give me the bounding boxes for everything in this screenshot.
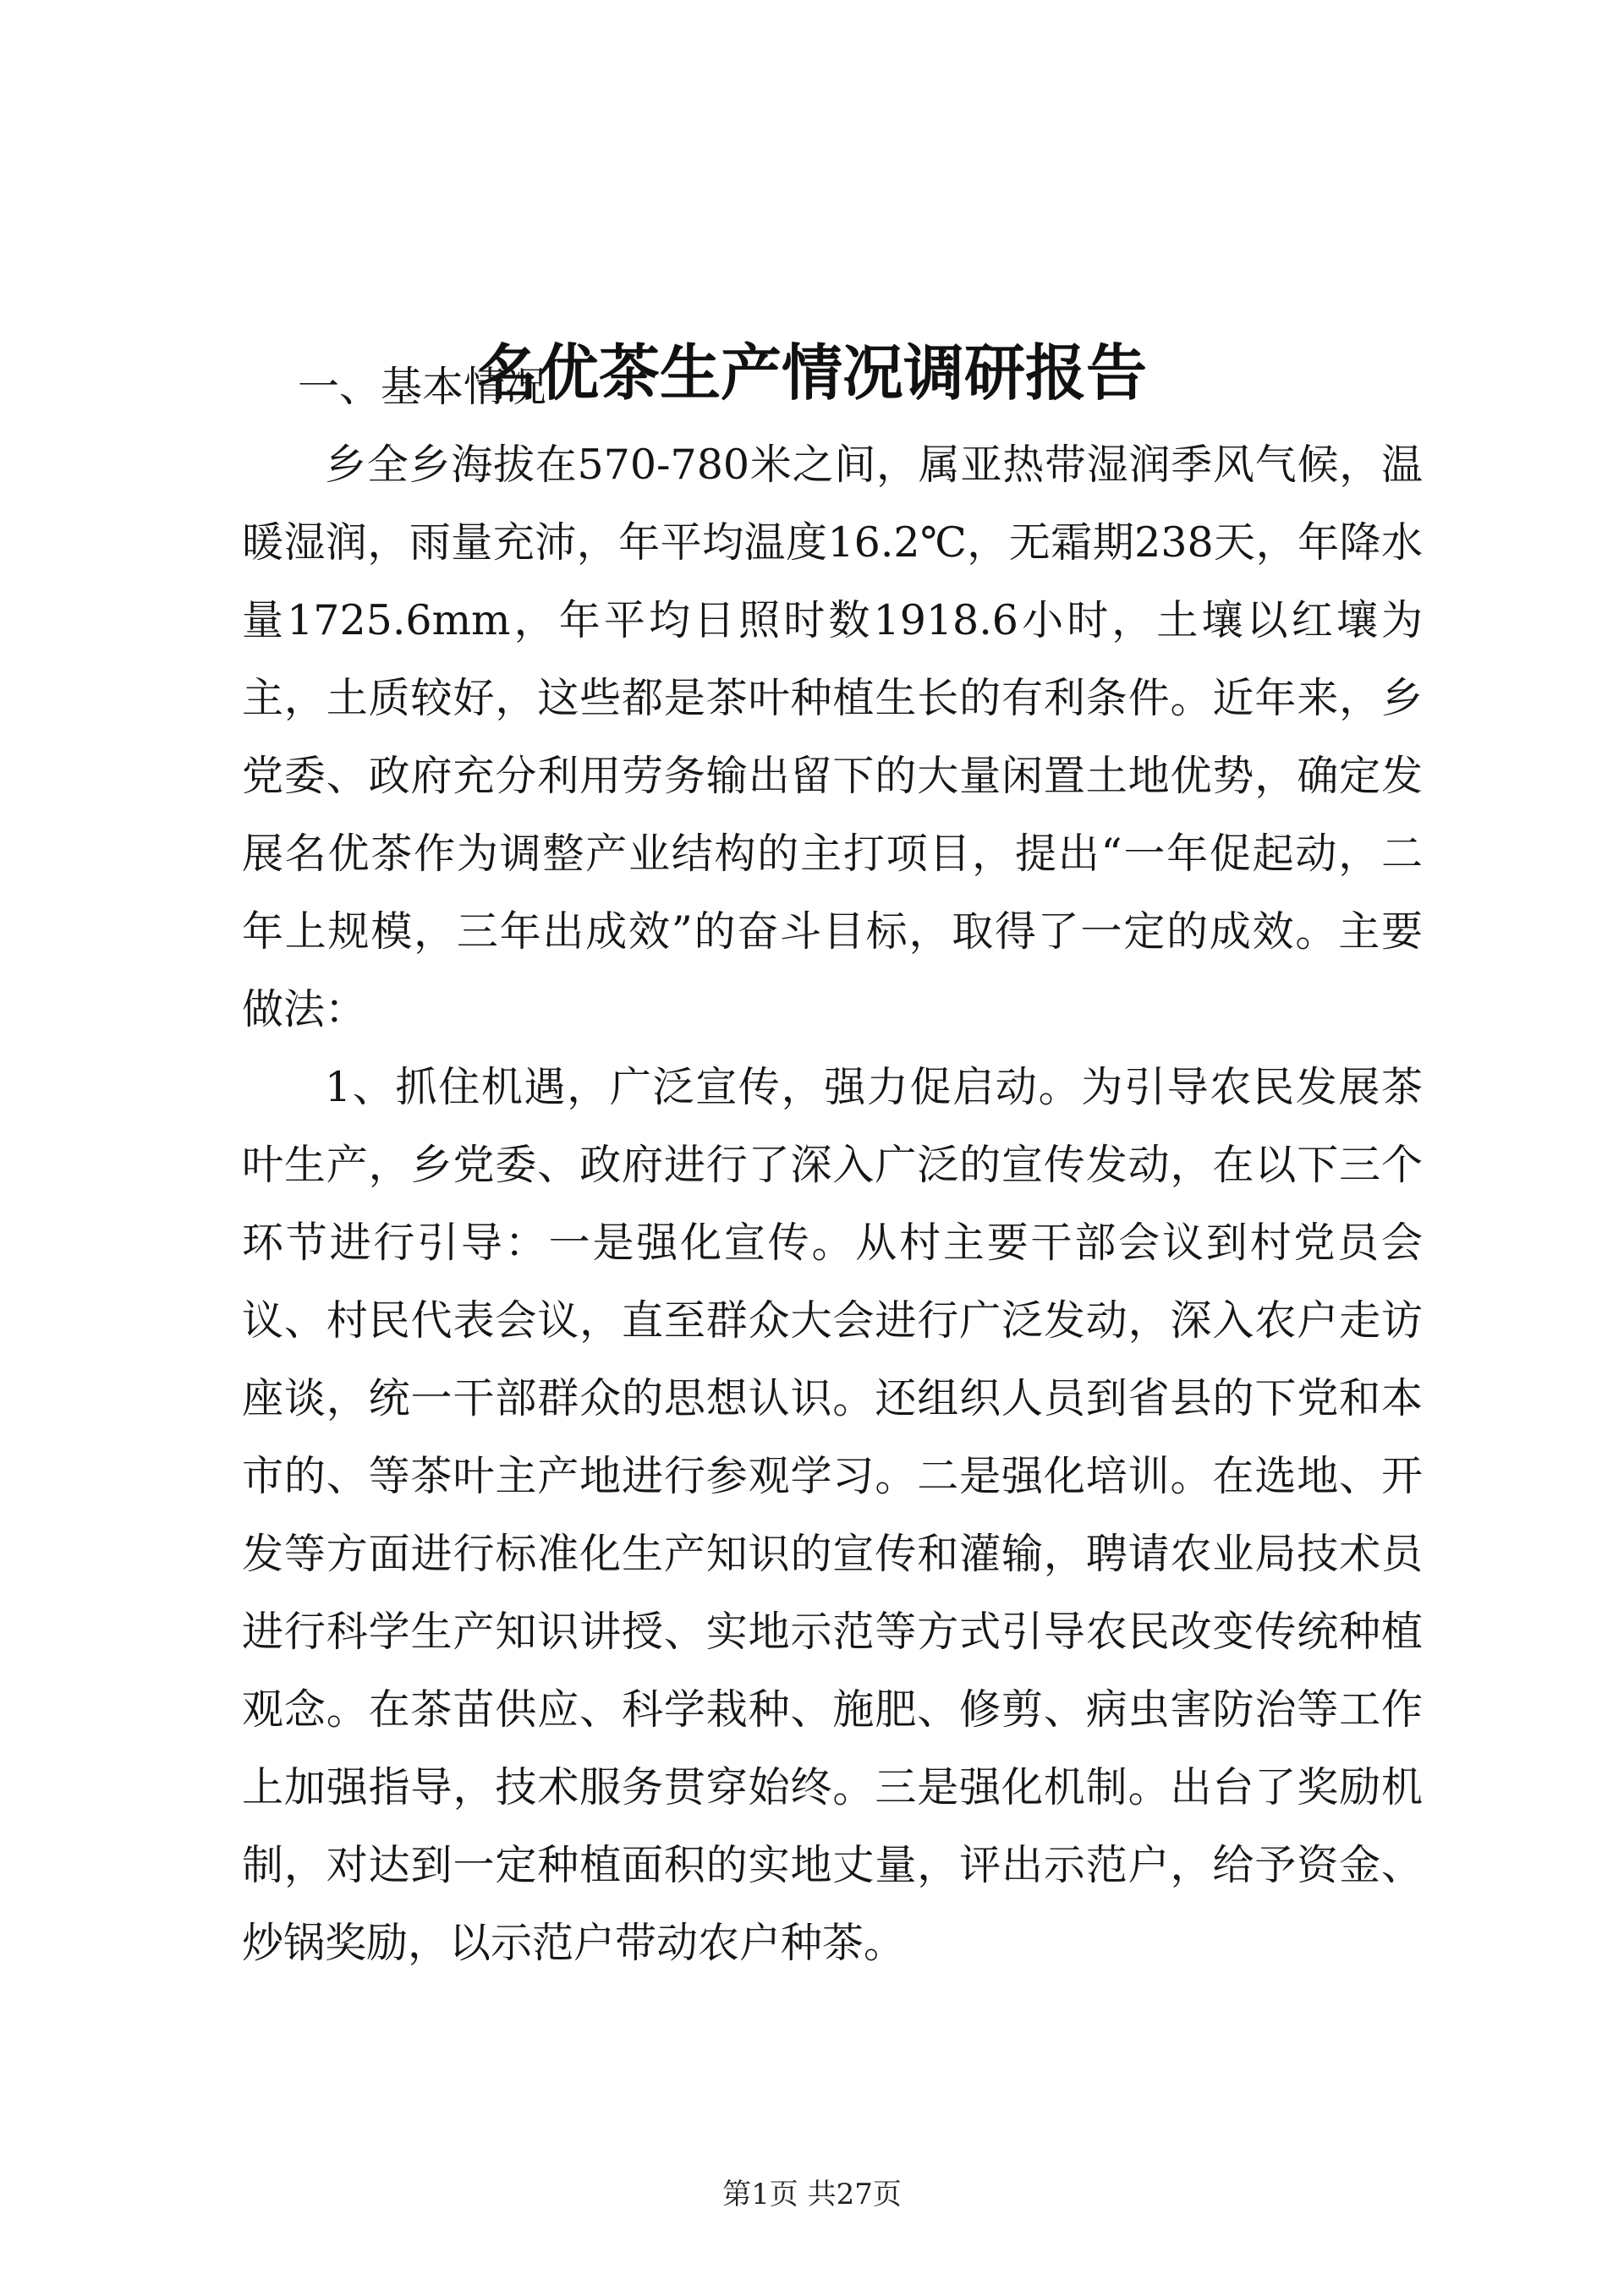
document-body (242, 348, 1423, 1982)
paragraph-overview: 乡全乡海拔在570-780米之间，属亚热带湿润季风气候，温暖湿润，雨量充沛，年平均温度16.2℃，无霜期238天，年降水量1725.6mm，年平均日照时数1918.6小时，土壤以红壤为主，土质较好，这些都是茶叶种植生长的有利条件。近年来，乡党委、政府充分利用劳务输出留下的大量闲置土地优势，确定发展名优茶作为调整产业结构的主打项目，提出“一年促起动，二年上规模，三年出成效”的奋斗目标，取得了一定的成效。主要做法： (242, 441, 1423, 1033)
section-heading-basic-situation: 一、基本情况 (298, 363, 547, 411)
document-title: 名优茶生产情况调研报告 (476, 337, 1147, 409)
paragraph-promotion: 1、抓住机遇，广泛宣传，强力促启动。为引导农民发展茶叶生产，乡党委、政府进行了深入广泛的宣传发动，在以下三个环节进行引导：一是强化宣传。从村主要干部会议到村党员会议、村民代表会议，直至群众大会进行广泛发动，深入农户走访座谈，统一干部群众的思想认识。还组织人员到省县的下党和本市的、等茶叶主产地进行参观学习。二是强化培训。在选地、开发等方面进行标准化生产知识的宣传和灌输，聘请农业局技术员进行科学生产知识讲授、实地示范等方式引导农民改变传统种植观念。在茶苗供应、科学栽种、施肥、修剪、病虫害防治等工作上加强指导，技术服务贯穿始终。三是强化机制。出台了奖励机制，对达到一定种植面积的实地丈量，评出示范户，给予资金、炒锅奖励，以示范户带动农户种茶。 (242, 1063, 1423, 1967)
page-number-footer: 第1页 共27页 (722, 2178, 902, 2211)
